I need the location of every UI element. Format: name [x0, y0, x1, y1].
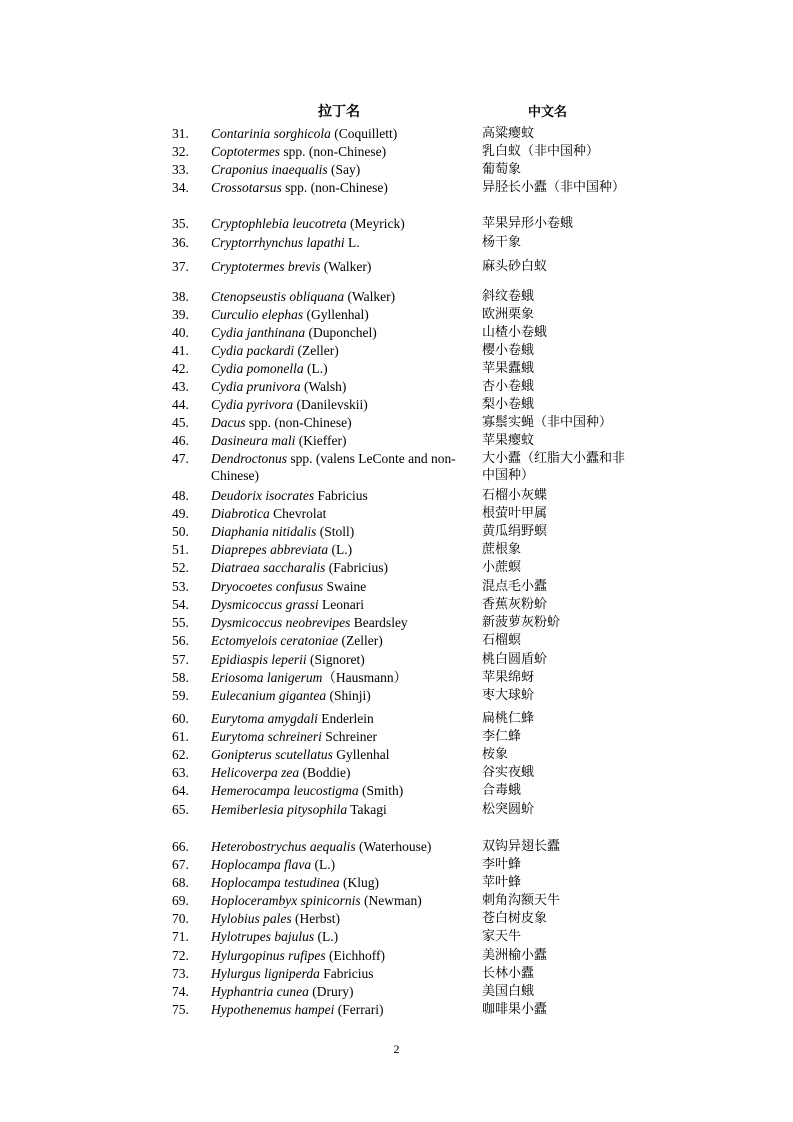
- latin-name: [211, 559, 471, 576]
- chinese-name: 枣大球蚧: [482, 688, 535, 703]
- latin-author: (Say): [327, 162, 361, 177]
- row-number: 73.: [172, 966, 189, 981]
- latin-author: (Herbst): [291, 911, 340, 926]
- row-number: 43.: [172, 379, 189, 394]
- latin-author: Chevrolat: [269, 506, 327, 521]
- row-number: 35.: [172, 216, 189, 231]
- latin-author: (Duponchel): [305, 325, 377, 340]
- latin-genus-species: Diaprepes abbreviata: [211, 542, 329, 557]
- latin-author: (Eichhoff): [325, 948, 385, 963]
- chinese-name: 异胫长小蠹（非中国种）: [482, 180, 626, 195]
- latin-author: (Meyrick): [346, 216, 405, 231]
- latin-genus-species: Curculio elephas: [211, 307, 304, 322]
- latin-author: (Kieffer): [295, 433, 347, 448]
- latin-author: (Danilevskii): [293, 397, 368, 412]
- latin-author: (Walsh): [300, 379, 347, 394]
- row-number: 37.: [172, 259, 189, 274]
- chinese-name: 美洲榆小蠹: [482, 948, 548, 963]
- latin-genus-species: Cydia pomonella: [211, 361, 304, 376]
- latin-name: [211, 856, 471, 873]
- latin-name: [211, 306, 471, 323]
- chinese-name-header: 中文名: [528, 105, 568, 120]
- latin-author: (Stoll): [316, 524, 355, 539]
- latin-name: [211, 360, 471, 377]
- chinese-name: 小蔗螟: [482, 560, 522, 575]
- latin-author: (Coquillett): [330, 126, 398, 141]
- latin-name: [211, 801, 471, 818]
- chinese-name: 刺角沟额天牛: [482, 893, 561, 908]
- chinese-name: 新菠萝灰粉蚧: [482, 615, 561, 630]
- row-number: 41.: [172, 343, 189, 358]
- chinese-name: 樱小卷蛾: [482, 343, 535, 358]
- row-number: 67.: [172, 857, 189, 872]
- latin-genus-species: Cryptorrhynchus lapathi: [211, 235, 345, 250]
- row-number: 33.: [172, 162, 189, 177]
- row-number: 58.: [172, 670, 189, 685]
- latin-name-header: 拉丁名: [318, 105, 360, 120]
- latin-name: [211, 764, 471, 781]
- row-number: 54.: [172, 597, 189, 612]
- latin-genus-species: Dryocoetes confusus: [211, 579, 324, 594]
- latin-name: [211, 687, 471, 704]
- latin-genus-species: Hyphantria cunea: [211, 984, 309, 999]
- chinese-name: 葡萄象: [482, 162, 522, 177]
- latin-author: (Zeller): [294, 343, 339, 358]
- row-number: 47.: [172, 451, 189, 466]
- latin-name: [211, 782, 471, 799]
- latin-name: [211, 651, 471, 668]
- latin-genus-species: Dacus: [211, 415, 246, 430]
- page-number: 2: [393, 1042, 400, 1056]
- latin-name: [211, 578, 471, 595]
- latin-genus-species: Craponius inaequalis: [211, 162, 328, 177]
- latin-genus-species: Eurytoma amygdali: [211, 711, 318, 726]
- latin-name: [211, 234, 471, 251]
- latin-name: [211, 179, 471, 196]
- chinese-name: 松突圆蚧: [482, 802, 535, 817]
- chinese-name: 大小蠹（红脂大小蠹和非中国种）: [482, 451, 626, 483]
- latin-author: spp. (valens LeConte and non-Chinese): [211, 451, 456, 483]
- chinese-name: 高粱瘿蚊: [482, 126, 535, 141]
- latin-genus-species: Hemiberlesia pitysophila: [211, 802, 348, 817]
- latin-author: spp. (non-Chinese): [280, 144, 387, 159]
- latin-author: Gyllenhal: [332, 747, 390, 762]
- latin-name: [211, 541, 471, 558]
- latin-name: [211, 505, 471, 522]
- latin-author: L.: [344, 235, 360, 250]
- latin-name: [211, 710, 471, 727]
- chinese-name: 山楂小卷蛾: [482, 325, 548, 340]
- chinese-name: 桃白圆盾蚧: [482, 652, 548, 667]
- row-number: 50.: [172, 524, 189, 539]
- latin-name: [211, 288, 471, 305]
- latin-genus-species: Cydia prunivora: [211, 379, 301, 394]
- latin-author: Beardsley: [350, 615, 408, 630]
- row-number: 48.: [172, 488, 189, 503]
- chinese-name: 黄瓜绢野螟: [482, 524, 548, 539]
- row-number: 72.: [172, 948, 189, 963]
- row-number: 62.: [172, 747, 189, 762]
- row-number: 49.: [172, 506, 189, 521]
- row-number: 60.: [172, 711, 189, 726]
- latin-author: (Shinji): [326, 688, 371, 703]
- chinese-name: 石榴小灰蝶: [482, 488, 548, 503]
- row-number: 75.: [172, 1002, 189, 1017]
- chinese-name: 混点毛小蠹: [482, 579, 548, 594]
- latin-name: [211, 450, 471, 484]
- latin-name: [211, 396, 471, 413]
- row-number: 71.: [172, 929, 189, 944]
- row-number: 53.: [172, 579, 189, 594]
- row-number: 69.: [172, 893, 189, 908]
- latin-author: spp. (non-Chinese): [281, 180, 388, 195]
- latin-author: (Ferrari): [334, 1002, 384, 1017]
- row-number: 59.: [172, 688, 189, 703]
- latin-name: [211, 669, 471, 686]
- latin-name: [211, 125, 471, 142]
- row-number: 52.: [172, 560, 189, 575]
- latin-genus-species: Eulecanium gigantea: [211, 688, 327, 703]
- latin-genus-species: Ctenopseustis obliquana: [211, 289, 345, 304]
- latin-genus-species: Crossotarsus: [211, 180, 282, 195]
- latin-genus-species: Cydia packardi: [211, 343, 295, 358]
- latin-name: [211, 632, 471, 649]
- latin-genus-species: Ectomyelois ceratoniae: [211, 633, 339, 648]
- latin-name: [211, 215, 471, 232]
- latin-genus-species: Hemerocampa leucostigma: [211, 783, 359, 798]
- chinese-name: 石榴螟: [482, 633, 522, 648]
- latin-name: [211, 983, 471, 1000]
- latin-name: [211, 928, 471, 945]
- latin-name: [211, 874, 471, 891]
- latin-name: [211, 596, 471, 613]
- latin-name: [211, 378, 471, 395]
- row-number: 45.: [172, 415, 189, 430]
- latin-genus-species: Cydia pyrivora: [211, 397, 294, 412]
- latin-genus-species: Diatraea saccharalis: [211, 560, 326, 575]
- latin-author: (Smith): [358, 783, 404, 798]
- latin-name: [211, 965, 471, 982]
- latin-genus-species: Cryptophlebia leucotreta: [211, 216, 347, 231]
- latin-genus-species: Hylurgus ligniperda: [211, 966, 320, 981]
- chinese-name: 苍白树皮象: [482, 911, 548, 926]
- row-number: 39.: [172, 307, 189, 322]
- latin-author: spp. (non-Chinese): [245, 415, 352, 430]
- row-number: 57.: [172, 652, 189, 667]
- chinese-name: 麻头砂白蚁: [482, 259, 548, 274]
- latin-name: [211, 432, 471, 449]
- latin-genus-species: Contarinia sorghicola: [211, 126, 331, 141]
- row-number: 32.: [172, 144, 189, 159]
- chinese-name: 谷实夜蛾: [482, 765, 535, 780]
- latin-name: [211, 487, 471, 504]
- chinese-name: 苹果瘿蚊: [482, 433, 535, 448]
- latin-genus-species: Gonipterus scutellatus: [211, 747, 333, 762]
- chinese-name: 香蕉灰粉蚧: [482, 597, 548, 612]
- latin-genus-species: Dysmicoccus grassi: [211, 597, 319, 612]
- row-number: 65.: [172, 802, 189, 817]
- latin-author: (L.): [311, 857, 336, 872]
- latin-author: (Gyllenhal): [303, 307, 369, 322]
- latin-genus-species: Hypothenemus hampei: [211, 1002, 335, 1017]
- chinese-name: 美国白蛾: [482, 984, 535, 999]
- latin-genus-species: Diabrotica: [211, 506, 270, 521]
- row-number: 34.: [172, 180, 189, 195]
- latin-author: (Drury): [308, 984, 354, 999]
- chinese-name: 扁桃仁蜂: [482, 711, 535, 726]
- latin-name: [211, 728, 471, 745]
- latin-genus-species: Hoplocerambyx spinicornis: [211, 893, 361, 908]
- latin-author: (Fabricius): [325, 560, 388, 575]
- latin-genus-species: Coptotermes: [211, 144, 280, 159]
- chinese-name: 桉象: [482, 747, 509, 762]
- latin-name: [211, 258, 471, 275]
- latin-genus-species: Epidiaspis leperii: [211, 652, 307, 667]
- row-number: 66.: [172, 839, 189, 854]
- latin-genus-species: Dendroctonus: [211, 451, 287, 466]
- latin-genus-species: Hoplocampa flava: [211, 857, 312, 872]
- latin-author: (Newman): [360, 893, 422, 908]
- row-number: 44.: [172, 397, 189, 412]
- chinese-name: 杨干象: [482, 235, 522, 250]
- row-number: 56.: [172, 633, 189, 648]
- latin-author: Enderlein: [317, 711, 374, 726]
- chinese-name: 双钩异翅长蠹: [482, 839, 561, 854]
- chinese-name: 欧洲栗象: [482, 307, 535, 322]
- latin-genus-species: Hylotrupes bajulus: [211, 929, 315, 944]
- latin-author: Schreiner: [321, 729, 377, 744]
- chinese-name: 苹果绵蚜: [482, 670, 535, 685]
- chinese-name: 长林小蠹: [482, 966, 535, 981]
- latin-name: [211, 614, 471, 631]
- chinese-name: 苹叶蜂: [482, 875, 522, 890]
- latin-author: （Hausmann）: [322, 670, 408, 685]
- latin-genus-species: Deudorix isocrates: [211, 488, 315, 503]
- row-number: 61.: [172, 729, 189, 744]
- row-number: 74.: [172, 984, 189, 999]
- chinese-name: 斜纹卷蛾: [482, 289, 535, 304]
- row-number: 46.: [172, 433, 189, 448]
- latin-author: (Walker): [344, 289, 396, 304]
- latin-name: [211, 892, 471, 909]
- row-number: 64.: [172, 783, 189, 798]
- latin-genus-species: Hylobius pales: [211, 911, 292, 926]
- latin-name: [211, 161, 471, 178]
- chinese-name: 李叶蜂: [482, 857, 522, 872]
- latin-author: (Waterhouse): [355, 839, 432, 854]
- row-number: 55.: [172, 615, 189, 630]
- latin-genus-species: Hylurgopinus rufipes: [211, 948, 326, 963]
- latin-name: [211, 947, 471, 964]
- latin-genus-species: Cydia janthinana: [211, 325, 306, 340]
- latin-author: Swaine: [323, 579, 367, 594]
- row-number: 36.: [172, 235, 189, 250]
- latin-author: (L.): [314, 929, 339, 944]
- latin-genus-species: Diaphania nitidalis: [211, 524, 317, 539]
- latin-name: [211, 324, 471, 341]
- latin-genus-species: Helicoverpa zea: [211, 765, 300, 780]
- row-number: 63.: [172, 765, 189, 780]
- chinese-name: 合毒蛾: [482, 783, 522, 798]
- row-number: 51.: [172, 542, 189, 557]
- chinese-name: 苹果异形小卷蛾: [482, 216, 574, 231]
- latin-author: (L.): [303, 361, 328, 376]
- chinese-name: 寡鬃实蝇（非中国种）: [482, 415, 613, 430]
- latin-genus-species: Hoplocampa testudinea: [211, 875, 340, 890]
- latin-author: (Signoret): [306, 652, 365, 667]
- latin-name: [211, 746, 471, 763]
- latin-genus-species: Cryptotermes brevis: [211, 259, 321, 274]
- latin-name: [211, 1001, 471, 1018]
- latin-author: (Walker): [320, 259, 372, 274]
- row-number: 42.: [172, 361, 189, 376]
- row-number: 40.: [172, 325, 189, 340]
- chinese-name: 蔗根象: [482, 542, 522, 557]
- latin-name: [211, 910, 471, 927]
- latin-name: [211, 342, 471, 359]
- latin-author: Fabricius: [319, 966, 374, 981]
- chinese-name: 苹果蠹蛾: [482, 361, 535, 376]
- chinese-name: 家天牛: [482, 929, 522, 944]
- latin-author: (Boddie): [299, 765, 351, 780]
- row-number: 68.: [172, 875, 189, 890]
- latin-name: [211, 523, 471, 540]
- latin-name: [211, 838, 471, 855]
- latin-name: [211, 143, 471, 160]
- chinese-name: 李仁蜂: [482, 729, 522, 744]
- latin-author: (L.): [328, 542, 353, 557]
- chinese-name: 根萤叶甲属: [482, 506, 548, 521]
- row-number: 38.: [172, 289, 189, 304]
- row-number: 70.: [172, 911, 189, 926]
- latin-author: Fabricius: [314, 488, 368, 503]
- chinese-name: 乳白蚁（非中国种）: [482, 144, 600, 159]
- latin-genus-species: Heterobostrychus aequalis: [211, 839, 356, 854]
- latin-genus-species: Dysmicoccus neobrevipes: [211, 615, 351, 630]
- latin-genus-species: Eurytoma schreineri: [211, 729, 322, 744]
- latin-author: Takagi: [347, 802, 387, 817]
- latin-author: (Zeller): [338, 633, 383, 648]
- latin-name: [211, 414, 471, 431]
- latin-genus-species: Dasineura mali: [211, 433, 296, 448]
- latin-author: Leonari: [318, 597, 364, 612]
- chinese-name: 杏小卷蛾: [482, 379, 535, 394]
- chinese-name: 梨小卷蛾: [482, 397, 535, 412]
- chinese-name: 咖啡果小蠹: [482, 1002, 548, 1017]
- latin-genus-species: Eriosoma lanigerum: [211, 670, 323, 685]
- latin-author: (Klug): [339, 875, 379, 890]
- row-number: 31.: [172, 126, 189, 141]
